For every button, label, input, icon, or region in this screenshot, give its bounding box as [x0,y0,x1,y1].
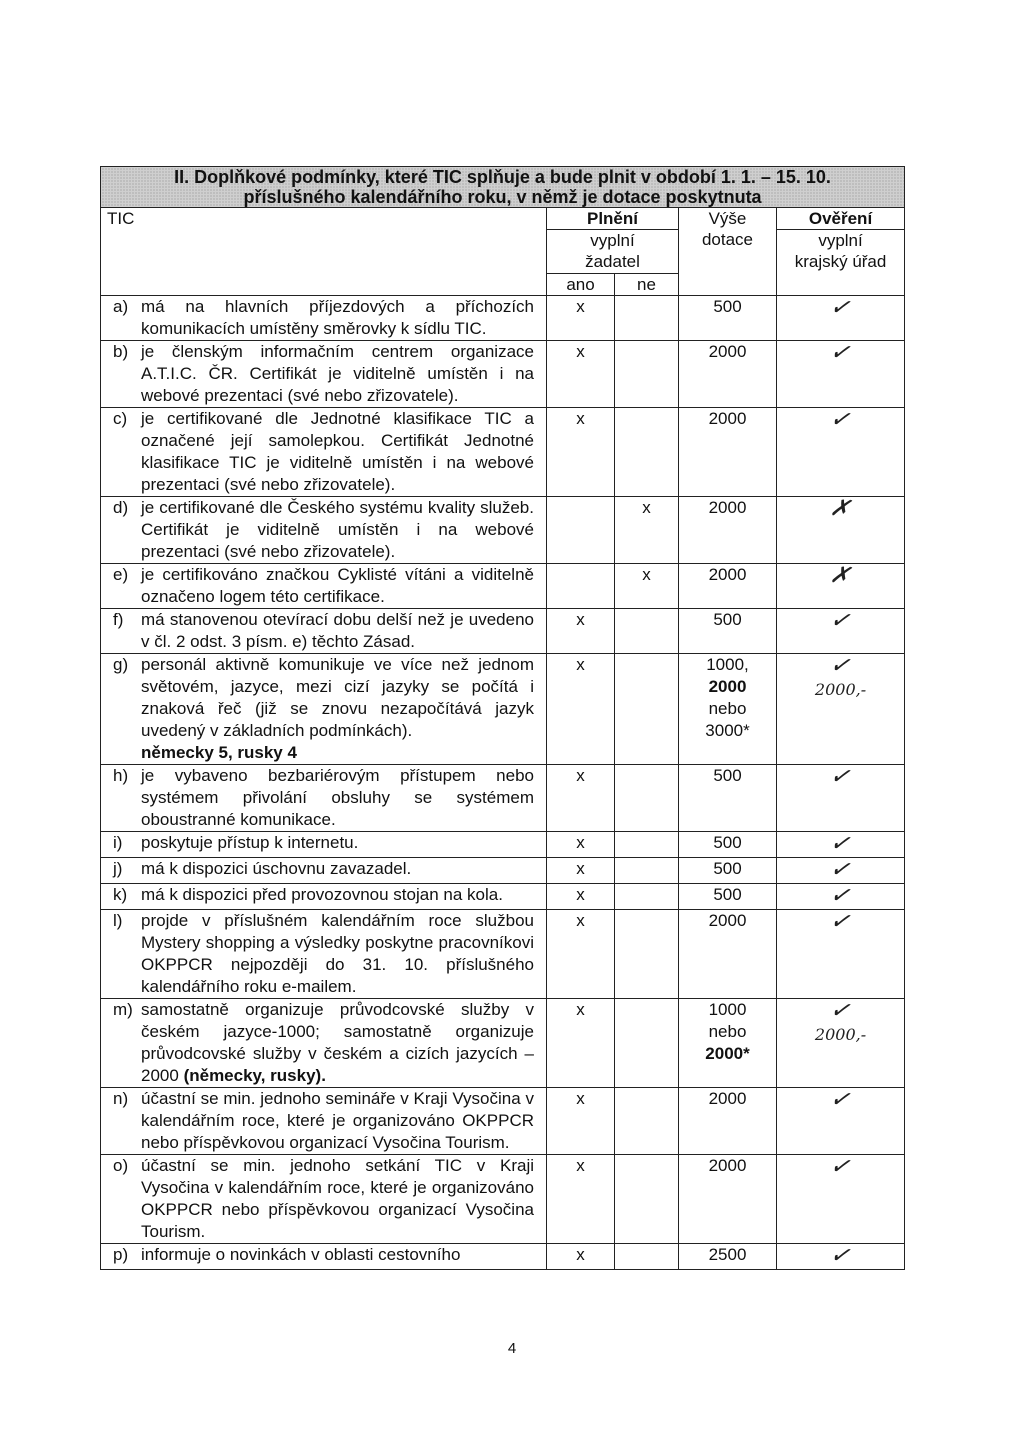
condition-text-block [141,910,540,998]
ne-mark [615,910,679,999]
ano-mark: x [547,858,615,884]
amount-cell [679,1088,777,1155]
condition-text: účastní se min. jednoho semináře v Kraji Vysočina v kalendářním roce, které je organizováno OKPPCR nebo příspěvkovou organizací Vysočina Tourism. [141,1089,534,1152]
condition-cell [101,341,547,408]
ano-mark: x [547,609,615,654]
tic-header: TIC [101,208,547,296]
ne-mark [615,858,679,884]
check-mark-icon: ✓ [828,403,853,435]
verification-cell [777,604,905,654]
condition-letter: c) [113,409,128,428]
amount-bold-value: 2000* [705,1044,750,1063]
ano-mark: x [547,408,615,497]
ano-header: ano [547,274,615,296]
verification-cell [777,649,905,765]
amount-value: 2000 [708,342,747,361]
ne-mark [615,999,679,1088]
amount-cell [679,765,777,832]
condition-cell [101,858,547,884]
amount-cell [679,408,777,497]
ano-mark: x [547,296,615,341]
condition-text: samostatně organizuje průvodcovské služby v českém jazyce-1000; samostatně organizuje průvodcovské služby v českém a cizích jazycích – 2000 [141,1000,534,1085]
verification-cell [777,853,905,885]
cross-mark-icon: ✗ [828,559,853,591]
ano-mark: x [547,999,615,1088]
ne-mark [615,1088,679,1155]
handwritten-amount: 2000,- [814,1025,867,1044]
amount-cell [679,1155,777,1244]
condition-text: je členským informačním centrem organizace A.T.I.C. ČR. Certifikát je viditelně umístěn i na webové prezentaci (své nebo zřizovatele). [141,342,534,405]
condition-text: je certifikované dle Českého systému kvality služeb. Certifikát je viditelně umístěn i na webové prezentaci (své nebo zřizovatele). [141,498,534,561]
table-row [101,408,905,497]
check-mark-icon: ✓ [828,879,853,911]
amount-value: 2500 [708,1245,747,1264]
amount-value: 500 [713,833,742,852]
condition-text: personál aktivně komunikuje ve více než jednom světovém, jazyce, mezi cizí jazyky se počítá i znaková řeč (již se znovu nezapočítává jazyk uvedený v základních podmínkách). [141,655,534,740]
condition-text-block [141,497,540,563]
condition-text-block [141,1155,540,1243]
condition-letter: f) [113,610,124,629]
conditions-table [100,166,905,1270]
condition-text-block [141,564,540,608]
check-mark-icon: ✓ [828,994,853,1026]
condition-emphasis: německy 5, rusky 4 [141,743,297,762]
amount-value: 1000, [706,655,749,674]
condition-text: má na hlavních příjezdových a příchozích komunikacích umístěny směrovky k sídlu TIC. [141,297,534,338]
ano-mark: x [547,765,615,832]
verification-cell [777,291,905,341]
table-row [101,609,905,654]
overeni-header: Ověření [777,208,905,230]
condition-cell [101,884,547,910]
ne-mark [615,1155,679,1244]
check-mark-icon: ✓ [828,1239,853,1271]
table-row [101,564,905,609]
ano-mark: x [547,341,615,408]
condition-letter: j) [113,859,123,878]
table-row [101,1244,905,1270]
ano-mark: x [547,1088,615,1155]
condition-text-block [141,765,540,831]
ne-mark [615,884,679,910]
condition-cell [101,296,547,341]
condition-text-block [141,858,540,880]
condition-letter: b) [113,342,129,361]
condition-letter: o) [113,1156,129,1175]
check-mark-icon: ✓ [828,853,853,885]
condition-text-block [141,999,540,1087]
verification-cell [777,760,905,832]
header-row-1 [101,208,905,230]
verification-cell [777,403,905,497]
condition-letter: n) [113,1089,129,1108]
condition-cell [101,1088,547,1155]
condition-cell [101,765,547,832]
check-mark-icon: ✓ [828,291,853,323]
condition-cell [101,832,547,858]
check-mark-icon: ✓ [828,760,853,792]
table-row [101,999,905,1088]
condition-letter: i) [113,833,123,852]
table-row [101,497,905,564]
condition-text-block [141,832,540,854]
condition-text-block [141,884,540,906]
amount-cell [679,1244,777,1270]
ne-mark [615,609,679,654]
amount-cell [679,999,777,1088]
condition-text: má k dispozici před provozovnou stojan na kola. [141,885,503,904]
ano-mark: x [547,1244,615,1270]
condition-text: informuje o novinkách v oblasti cestovního [141,1245,461,1264]
condition-text: je certifikované dle Jednotné klasifikace TIC a označené její samolepkou. Certifikát Jednotné klasifikace TIC je viditelně umístěn i na webové prezentaci (své nebo zřizovatele). [141,409,534,494]
section-title-line1: II. Doplňkové podmínky, které TIC splňuje a bude plnit v období 1. 1. – 15. 10. [174,167,831,187]
condition-text-block [141,1244,540,1266]
condition-text-block [141,296,540,340]
condition-letter: m) [113,1000,133,1019]
condition-cell [101,609,547,654]
amount-cell [679,910,777,999]
condition-letter: l) [113,911,123,930]
ne-mark [615,341,679,408]
amount-value: 500 [713,859,742,878]
plneni-header: Plnění [547,208,679,230]
ano-mark: x [547,884,615,910]
ano-mark: x [547,910,615,999]
condition-cell [101,564,547,609]
amount-cell [679,341,777,408]
vyplni-zadatel-header: vyplní žadatel [547,230,679,274]
table-row [101,1088,905,1155]
condition-text: účastní se min. jednoho setkání TIC v Kraji Vysočina v kalendářním roce, které je organizováno OKPPCR nebo příspěvkovou organizací Vysočina Tourism. [141,1156,534,1241]
condition-letter: a) [113,297,129,316]
condition-cell [101,654,547,765]
table-rows [101,291,905,1271]
ano-mark: x [547,654,615,765]
amount-value: 2000 [708,1156,747,1175]
condition-letter: g) [113,655,129,674]
amount-cell [679,858,777,884]
condition-text: poskytuje přístup k internetu. [141,833,359,852]
table-row [101,1155,905,1244]
amount-value: 1000 nebo [708,1000,747,1041]
amount-cell [679,609,777,654]
condition-text-block [141,1088,540,1154]
verification-cell [777,994,905,1088]
table-row [101,910,905,999]
ano-mark [547,497,615,564]
amount-tail: nebo 3000* [705,699,750,740]
ne-mark [615,408,679,497]
amount-value: 500 [713,766,742,785]
condition-letter: d) [113,498,129,517]
amount-value: 2000 [708,565,747,584]
cross-mark-icon: ✗ [828,492,853,524]
check-mark-icon: ✓ [828,905,853,937]
check-mark-icon: ✓ [828,604,853,636]
check-mark-icon: ✓ [828,336,853,368]
ne-mark [615,832,679,858]
ne-mark [615,1244,679,1270]
condition-letter: e) [113,565,129,584]
table-row [101,832,905,858]
amount-value: 2000 [708,911,747,930]
section-title-line2: příslušného kalendářního roku, v němž je dotace poskytnuta [243,187,762,207]
condition-cell [101,999,547,1088]
verification-cell [777,559,905,609]
table-row [101,765,905,832]
condition-cell [101,1155,547,1244]
amount-cell [679,296,777,341]
amount-value: 500 [713,610,742,629]
amount-value: 500 [713,885,742,904]
check-mark-icon: ✓ [828,1083,853,1115]
verification-cell [777,905,905,999]
verification-cell [777,1083,905,1155]
handwritten-amount: 2000,- [814,680,867,699]
ne-mark: x [615,564,679,609]
check-mark-icon: ✓ [828,1150,853,1182]
condition-text: má stanovenou otevírací dobu delší než je uvedeno v čl. 2 odst. 3 písm. e) těchto Zásad. [141,610,534,651]
condition-text: projde v příslušném kalendářním roce službou Mystery shopping a výsledky poskytne pracovníkovi OKPPCR nejpozději do 31. 10. příslušného kalendářního roku e-mailem. [141,911,534,996]
condition-text-block [141,609,540,653]
ne-mark [615,296,679,341]
ne-mark [615,654,679,765]
condition-text: je vybaveno bezbariérovým přístupem nebo systémem přivolání obsluhy se systémem oboustranné komunikace. [141,766,534,829]
ne-mark: x [615,497,679,564]
section-title [101,167,905,208]
amount-cell [679,654,777,765]
condition-text: je certifikováno značkou Cyklisté vítáni a viditelně označeno logem této certifikace. [141,565,534,606]
table-row [101,341,905,408]
condition-cell [101,1244,547,1270]
condition-emphasis: (německy, rusky). [183,1066,326,1085]
amount-value: 2000 [708,498,747,517]
amount-cell [679,564,777,609]
condition-letter: k) [113,885,128,904]
ano-mark: x [547,1155,615,1244]
condition-cell [101,408,547,497]
page-number: 4 [507,1340,517,1357]
verification-cell [777,827,905,859]
table-row [101,884,905,910]
verification-cell [777,1150,905,1244]
condition-cell [101,497,547,564]
amount-value: 2000 [708,409,747,428]
table-banner-row [101,167,905,208]
ano-mark: x [547,832,615,858]
amount-bold-value: 2000 [708,677,747,696]
amount-cell [679,884,777,910]
ano-mark [547,564,615,609]
vyse-dotace-header: Výše dotace [679,208,777,296]
amount-value: 500 [713,297,742,316]
condition-text-block [141,654,540,764]
table-row [101,296,905,341]
check-mark-icon: ✓ [828,827,853,859]
condition-text-block [141,408,540,496]
verification-cell [777,336,905,408]
verification-cell [777,879,905,911]
condition-text: má k dispozici úschovnu zavazadel. [141,859,412,878]
table-row [101,858,905,884]
condition-cell [101,910,547,999]
table-row [101,654,905,765]
check-mark-icon: ✓ [828,649,853,681]
verification-cell [777,492,905,564]
condition-letter: h) [113,766,129,785]
vyplni-urad-header: vyplní krajský úřad [777,230,905,296]
amount-value: 2000 [708,1089,747,1108]
ne-header: ne [615,274,679,296]
amount-cell [679,832,777,858]
condition-letter: p) [113,1245,129,1264]
verification-cell [777,1239,905,1271]
condition-text-block [141,341,540,407]
amount-cell [679,497,777,564]
ne-mark [615,765,679,832]
